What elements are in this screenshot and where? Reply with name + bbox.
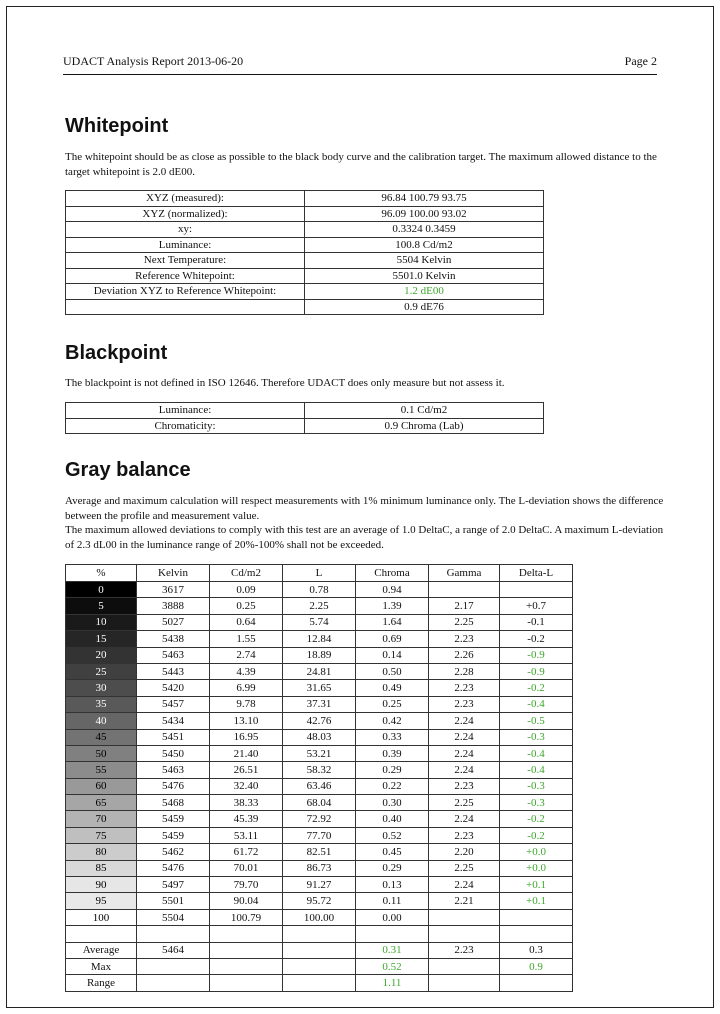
table-cell: 86.73 bbox=[283, 860, 356, 876]
table-cell: 0.11 bbox=[356, 893, 429, 909]
blackpoint-label: Luminance: bbox=[66, 403, 305, 419]
whitepoint-label: xy: bbox=[66, 222, 305, 238]
whitepoint-row bbox=[66, 268, 544, 284]
whitepoint-heading: Whitepoint bbox=[65, 115, 169, 137]
gray-swatch-cell: 0 bbox=[66, 582, 137, 598]
table-cell: 79.70 bbox=[210, 877, 283, 893]
table-cell: 5434 bbox=[137, 713, 210, 729]
table-cell bbox=[137, 926, 210, 942]
table-cell: 2.23 bbox=[429, 696, 500, 712]
gray-swatch-cell: 65 bbox=[66, 795, 137, 811]
table-cell: 5462 bbox=[137, 844, 210, 860]
whitepoint-row bbox=[66, 237, 544, 253]
summary-chroma: 1.11 bbox=[356, 975, 429, 991]
table-cell: -0.3 bbox=[500, 729, 573, 745]
table-cell: 5501 bbox=[137, 893, 210, 909]
whitepoint-row bbox=[66, 191, 544, 207]
table-cell: 0.45 bbox=[356, 844, 429, 860]
table-cell: 5476 bbox=[137, 860, 210, 876]
table-cell: 6.99 bbox=[210, 680, 283, 696]
whitepoint-row bbox=[66, 253, 544, 269]
summary-row bbox=[66, 975, 573, 991]
summary-label: Average bbox=[66, 942, 137, 958]
table-cell: 53.21 bbox=[283, 745, 356, 761]
table-row bbox=[66, 827, 573, 843]
table-cell: 5468 bbox=[137, 795, 210, 811]
summary-chroma: 0.31 bbox=[356, 942, 429, 958]
blackpoint-description: The blackpoint is not defined in ISO 12646. Therefore UDACT does only measure but not assess it. bbox=[65, 377, 505, 389]
table-cell: -0.2 bbox=[500, 811, 573, 827]
blackpoint-value: 0.1 Cd/m2 bbox=[305, 403, 544, 419]
table-row bbox=[66, 795, 573, 811]
table-cell: 12.84 bbox=[283, 631, 356, 647]
table-cell: 0.25 bbox=[210, 598, 283, 614]
table-cell bbox=[500, 926, 573, 942]
table-cell: -0.3 bbox=[500, 778, 573, 794]
gray-swatch-cell: 5 bbox=[66, 598, 137, 614]
table-cell: 5451 bbox=[137, 729, 210, 745]
table-cell: +0.1 bbox=[500, 877, 573, 893]
gray-swatch-cell: 45 bbox=[66, 729, 137, 745]
whitepoint-value: 5504 Kelvin bbox=[305, 253, 544, 269]
summary-kelvin bbox=[137, 975, 210, 991]
whitepoint-row bbox=[66, 222, 544, 238]
gray-swatch-cell: 55 bbox=[66, 762, 137, 778]
table-cell: -0.3 bbox=[500, 795, 573, 811]
table-cell: -0.1 bbox=[500, 614, 573, 630]
table-cell: -0.5 bbox=[500, 713, 573, 729]
table-cell: +0.7 bbox=[500, 598, 573, 614]
summary-gamma bbox=[429, 958, 500, 974]
table-row bbox=[66, 631, 573, 647]
whitepoint-value: 5501.0 Kelvin bbox=[305, 268, 544, 284]
summary-chroma: 0.52 bbox=[356, 958, 429, 974]
gray-swatch-cell: 95 bbox=[66, 893, 137, 909]
table-cell: 2.74 bbox=[210, 647, 283, 663]
table-cell bbox=[429, 909, 500, 925]
table-cell bbox=[283, 926, 356, 942]
blackpoint-label: Chromaticity: bbox=[66, 418, 305, 434]
table-cell: 58.32 bbox=[283, 762, 356, 778]
table-cell: 0.69 bbox=[356, 631, 429, 647]
table-cell: 95.72 bbox=[283, 893, 356, 909]
table-cell: 0.29 bbox=[356, 860, 429, 876]
whitepoint-value: 96.84 100.79 93.75 bbox=[305, 191, 544, 207]
table-cell: 37.31 bbox=[283, 696, 356, 712]
table-row bbox=[66, 893, 573, 909]
table-cell: 5438 bbox=[137, 631, 210, 647]
table-cell bbox=[283, 958, 356, 974]
table-cell: 2.24 bbox=[429, 762, 500, 778]
table-cell: 1.64 bbox=[356, 614, 429, 630]
table-cell: +0.0 bbox=[500, 860, 573, 876]
whitepoint-description: The whitepoint should be as close as possible to the black body curve and the calibration target. The maximum allowed distance to the target whitepoint is 2.0 dE00. bbox=[65, 151, 657, 178]
table-cell bbox=[283, 975, 356, 991]
summary-row bbox=[66, 942, 573, 958]
report-title: UDACT Analysis Report 2013-06-20 bbox=[63, 54, 244, 68]
table-cell: 100.00 bbox=[283, 909, 356, 925]
table-row bbox=[66, 582, 573, 598]
table-cell: 0.94 bbox=[356, 582, 429, 598]
gray-swatch-cell: 50 bbox=[66, 745, 137, 761]
table-cell: 0.14 bbox=[356, 647, 429, 663]
table-row bbox=[66, 696, 573, 712]
table-cell bbox=[356, 926, 429, 942]
table-row bbox=[66, 647, 573, 663]
table-cell: 5420 bbox=[137, 680, 210, 696]
gray-swatch-cell: 35 bbox=[66, 696, 137, 712]
table-cell: 21.40 bbox=[210, 745, 283, 761]
table-cell: 4.39 bbox=[210, 663, 283, 679]
table-row bbox=[66, 778, 573, 794]
table-cell: 5504 bbox=[137, 909, 210, 925]
whitepoint-row bbox=[66, 299, 544, 315]
table-cell: 72.92 bbox=[283, 811, 356, 827]
page-header bbox=[63, 54, 657, 75]
whitepoint-label bbox=[66, 299, 305, 315]
table-cell: 31.65 bbox=[283, 680, 356, 696]
column-header: Kelvin bbox=[137, 565, 210, 582]
report-page bbox=[6, 6, 714, 1008]
summary-delta: 0.3 bbox=[500, 942, 573, 958]
table-cell: 2.23 bbox=[429, 827, 500, 843]
table-cell: 5450 bbox=[137, 745, 210, 761]
table-cell: 2.26 bbox=[429, 647, 500, 663]
table-cell: 2.17 bbox=[429, 598, 500, 614]
gray-swatch-cell: 20 bbox=[66, 647, 137, 663]
summary-label: Max bbox=[66, 958, 137, 974]
table-row bbox=[66, 909, 573, 925]
column-header: Delta-L bbox=[500, 565, 573, 582]
table-cell: 0.30 bbox=[356, 795, 429, 811]
table-cell: 2.24 bbox=[429, 713, 500, 729]
table-row bbox=[66, 745, 573, 761]
table-cell: 2.28 bbox=[429, 663, 500, 679]
table-cell: 91.27 bbox=[283, 877, 356, 893]
gray-swatch-cell: 40 bbox=[66, 713, 137, 729]
table-cell bbox=[210, 975, 283, 991]
table-cell: 1.55 bbox=[210, 631, 283, 647]
table-cell: 5443 bbox=[137, 663, 210, 679]
table-cell: -0.9 bbox=[500, 663, 573, 679]
table-cell: 2.25 bbox=[283, 598, 356, 614]
table-cell bbox=[500, 909, 573, 925]
table-cell: 3888 bbox=[137, 598, 210, 614]
gray-swatch-cell: 15 bbox=[66, 631, 137, 647]
table-cell: 5027 bbox=[137, 614, 210, 630]
table-cell: 5463 bbox=[137, 647, 210, 663]
table-row bbox=[66, 680, 573, 696]
table-cell: 18.89 bbox=[283, 647, 356, 663]
table-cell: 61.72 bbox=[210, 844, 283, 860]
table-cell: 0.25 bbox=[356, 696, 429, 712]
table-cell: 2.23 bbox=[429, 631, 500, 647]
blackpoint-row bbox=[66, 418, 544, 434]
table-cell: 2.24 bbox=[429, 811, 500, 827]
table-cell bbox=[283, 942, 356, 958]
whitepoint-value: 0.9 dE76 bbox=[305, 299, 544, 315]
whitepoint-label: XYZ (measured): bbox=[66, 191, 305, 207]
blackpoint-row bbox=[66, 403, 544, 419]
table-cell: 70.01 bbox=[210, 860, 283, 876]
summary-delta: 0.9 bbox=[500, 958, 573, 974]
whitepoint-value: 0.3324 0.3459 bbox=[305, 222, 544, 238]
table-cell: 90.04 bbox=[210, 893, 283, 909]
table-cell: 0.40 bbox=[356, 811, 429, 827]
whitepoint-table bbox=[65, 190, 544, 315]
gray-balance-description: Average and maximum calculation will respect measurements with 1% minimum luminance only. The L-deviation shows the difference between the profile and measurement value. bbox=[65, 495, 664, 522]
gray-balance-requirements: The maximum allowed deviations to comply with this test are an average of 1.0 DeltaC, a range of 2.0 DeltaC. A maximum L-deviation of 2.3 dL00 in the luminance range of 20%-100% shall not be exceeded. bbox=[65, 524, 664, 551]
gray-swatch-cell: 100 bbox=[66, 909, 137, 925]
whitepoint-row bbox=[66, 206, 544, 222]
table-cell: 2.25 bbox=[429, 860, 500, 876]
table-cell: 2.21 bbox=[429, 893, 500, 909]
table-cell: 77.70 bbox=[283, 827, 356, 843]
table-cell bbox=[429, 926, 500, 942]
gray-balance-heading: Gray balance bbox=[65, 459, 191, 481]
whitepoint-label: Next Temperature: bbox=[66, 253, 305, 269]
spacer-row bbox=[66, 926, 573, 942]
table-row bbox=[66, 811, 573, 827]
whitepoint-label: Luminance: bbox=[66, 237, 305, 253]
table-cell: 2.24 bbox=[429, 729, 500, 745]
table-cell: 0.33 bbox=[356, 729, 429, 745]
table-cell: 0.13 bbox=[356, 877, 429, 893]
summary-kelvin: 5464 bbox=[137, 942, 210, 958]
table-cell: 2.25 bbox=[429, 795, 500, 811]
gray-swatch-cell: 85 bbox=[66, 860, 137, 876]
table-row bbox=[66, 663, 573, 679]
whitepoint-value: 100.8 Cd/m2 bbox=[305, 237, 544, 253]
whitepoint-label: Deviation XYZ to Reference Whitepoint: bbox=[66, 284, 305, 300]
table-cell: 16.95 bbox=[210, 729, 283, 745]
table-cell bbox=[210, 926, 283, 942]
table-cell: 5457 bbox=[137, 696, 210, 712]
table-cell: 0.64 bbox=[210, 614, 283, 630]
table-cell: 13.10 bbox=[210, 713, 283, 729]
gray-swatch-cell: 30 bbox=[66, 680, 137, 696]
table-cell: 0.09 bbox=[210, 582, 283, 598]
table-cell: 2.24 bbox=[429, 877, 500, 893]
table-cell: -0.4 bbox=[500, 696, 573, 712]
table-cell bbox=[66, 926, 137, 942]
table-cell: 48.03 bbox=[283, 729, 356, 745]
table-cell: 0.39 bbox=[356, 745, 429, 761]
summary-gamma: 2.23 bbox=[429, 942, 500, 958]
whitepoint-value: 96.09 100.00 93.02 bbox=[305, 206, 544, 222]
summary-delta bbox=[500, 975, 573, 991]
table-cell: 26.51 bbox=[210, 762, 283, 778]
table-row bbox=[66, 877, 573, 893]
table-cell: 45.39 bbox=[210, 811, 283, 827]
table-cell: 5459 bbox=[137, 811, 210, 827]
table-cell: 0.49 bbox=[356, 680, 429, 696]
summary-label: Range bbox=[66, 975, 137, 991]
blackpoint-table bbox=[65, 402, 544, 434]
table-cell bbox=[210, 942, 283, 958]
gray-balance-table bbox=[65, 564, 573, 992]
column-header: Gamma bbox=[429, 565, 500, 582]
table-cell: 0.29 bbox=[356, 762, 429, 778]
column-header: Cd/m2 bbox=[210, 565, 283, 582]
table-cell: -0.2 bbox=[500, 827, 573, 843]
table-cell: 0.50 bbox=[356, 663, 429, 679]
table-cell: -0.2 bbox=[500, 680, 573, 696]
table-cell: -0.4 bbox=[500, 762, 573, 778]
whitepoint-row bbox=[66, 284, 544, 300]
table-cell: 5476 bbox=[137, 778, 210, 794]
table-cell: +0.1 bbox=[500, 893, 573, 909]
table-row bbox=[66, 762, 573, 778]
table-cell: 63.46 bbox=[283, 778, 356, 794]
column-header: L bbox=[283, 565, 356, 582]
table-row bbox=[66, 598, 573, 614]
table-cell: 2.24 bbox=[429, 745, 500, 761]
table-cell: -0.9 bbox=[500, 647, 573, 663]
table-cell bbox=[429, 582, 500, 598]
gray-swatch-cell: 25 bbox=[66, 663, 137, 679]
whitepoint-label: Reference Whitepoint: bbox=[66, 268, 305, 284]
table-cell: 0.22 bbox=[356, 778, 429, 794]
table-cell: 3617 bbox=[137, 582, 210, 598]
table-cell: +0.0 bbox=[500, 844, 573, 860]
table-row bbox=[66, 713, 573, 729]
blackpoint-heading: Blackpoint bbox=[65, 342, 168, 364]
table-cell: 68.04 bbox=[283, 795, 356, 811]
gray-swatch-cell: 75 bbox=[66, 827, 137, 843]
table-cell: 32.40 bbox=[210, 778, 283, 794]
summary-row bbox=[66, 958, 573, 974]
blackpoint-value: 0.9 Chroma (Lab) bbox=[305, 418, 544, 434]
table-cell: 24.81 bbox=[283, 663, 356, 679]
gray-swatch-cell: 90 bbox=[66, 877, 137, 893]
table-row bbox=[66, 844, 573, 860]
table-cell: 9.78 bbox=[210, 696, 283, 712]
gray-swatch-cell: 10 bbox=[66, 614, 137, 630]
table-cell: 5459 bbox=[137, 827, 210, 843]
table-cell bbox=[210, 958, 283, 974]
table-row bbox=[66, 729, 573, 745]
column-header: % bbox=[66, 565, 137, 582]
table-cell: 2.25 bbox=[429, 614, 500, 630]
table-cell: 82.51 bbox=[283, 844, 356, 860]
table-cell: 2.20 bbox=[429, 844, 500, 860]
table-cell: 38.33 bbox=[210, 795, 283, 811]
table-cell: 0.00 bbox=[356, 909, 429, 925]
summary-kelvin bbox=[137, 958, 210, 974]
page-number: Page 2 bbox=[624, 54, 657, 68]
table-row bbox=[66, 614, 573, 630]
table-cell: 100.79 bbox=[210, 909, 283, 925]
gray-swatch-cell: 70 bbox=[66, 811, 137, 827]
table-cell: -0.4 bbox=[500, 745, 573, 761]
table-cell: 2.23 bbox=[429, 680, 500, 696]
table-cell: 5497 bbox=[137, 877, 210, 893]
table-cell: 42.76 bbox=[283, 713, 356, 729]
gray-swatch-cell: 80 bbox=[66, 844, 137, 860]
column-header: Chroma bbox=[356, 565, 429, 582]
table-header-row bbox=[66, 565, 573, 582]
table-cell: 5.74 bbox=[283, 614, 356, 630]
table-cell: 1.39 bbox=[356, 598, 429, 614]
gray-swatch-cell: 60 bbox=[66, 778, 137, 794]
table-cell: -0.2 bbox=[500, 631, 573, 647]
summary-gamma bbox=[429, 975, 500, 991]
whitepoint-value: 1.2 dE00 bbox=[305, 284, 544, 300]
table-cell: 0.78 bbox=[283, 582, 356, 598]
whitepoint-label: XYZ (normalized): bbox=[66, 206, 305, 222]
table-cell: 0.52 bbox=[356, 827, 429, 843]
table-cell bbox=[500, 582, 573, 598]
table-cell: 53.11 bbox=[210, 827, 283, 843]
table-row bbox=[66, 860, 573, 876]
table-cell: 2.23 bbox=[429, 778, 500, 794]
table-cell: 0.42 bbox=[356, 713, 429, 729]
table-cell: 5463 bbox=[137, 762, 210, 778]
